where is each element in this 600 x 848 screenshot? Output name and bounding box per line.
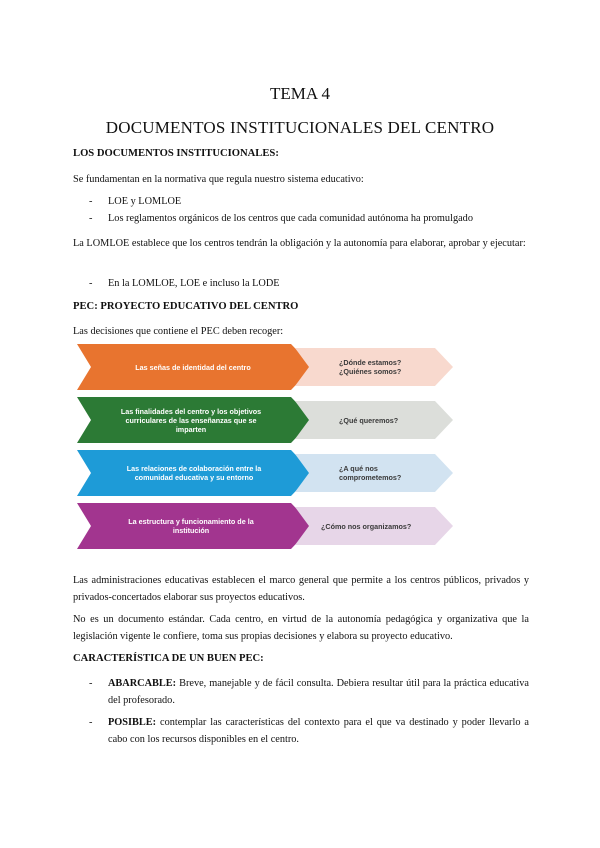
section2-intro: Las decisiones que contiene el PEC deben recoger: (73, 326, 284, 337)
pec-diagram (77, 342, 457, 554)
list-item: - Los reglamentos orgánicos de los centros que cada comunidad autónoma ha promulgado (89, 211, 529, 228)
diagram-row3-right-label: ¿A qué nos comprometemos? (339, 464, 402, 482)
list-item: - ABARCABLE: Breve, manejable y de fácil consulta. Debiera resultar útil para la práctica educativa del profesorado. (89, 676, 529, 709)
section2-heading: PEC: PROYECTO EDUCATIVO DEL CENTRO (73, 301, 299, 312)
list-item: - LOE y LOMLOE (89, 194, 529, 211)
characteristic-text: Breve, manejable y de fácil consulta. Debiera resultar útil para la práctica educativa del profesorado. (108, 678, 529, 706)
characteristic-text: contemplar las características del contexto para el que va destinado y poder llevarlo a cabo con los recursos disponibles en el centro. (108, 717, 529, 745)
characteristic-term: POSIBLE: (108, 717, 157, 728)
section1-intro: Se fundamentan en la normativa que regula nuestro sistema educativo: (73, 174, 364, 185)
section2-paragraph1: Las administraciones educativas establecen el marco general que permite a los centros públicos, privados y privados-concertados elaborar sus proyectos educativos. (73, 575, 529, 603)
list-item-text: En la LOMLOE, LOE e incluso la LODE (108, 278, 280, 289)
diagram-row3-left-label: Las relaciones de colaboración entre la comunidad educativa y su entorno (126, 464, 262, 482)
list-item-text (108, 715, 529, 748)
diagram-row4-left-label: La estructura y funcionamiento de la institución (128, 517, 254, 535)
characteristic-term: ABARCABLE: (108, 678, 177, 689)
list-item-text (108, 676, 529, 709)
diagram-row1-right-label: ¿Dónde estamos? ¿Quiénes somos? (339, 358, 402, 376)
diagram-row4-right-label: ¿Cómo nos organizamos? (321, 521, 412, 531)
section2-paragraph2: No es un documento estándar. Cada centro, en virtud de la autonomía pedagógica y organizativa que la legislación vigente le confiere, toma sus propias decisiones y elabora su proyecto educativo. (73, 614, 529, 642)
list-item-text: Los reglamentos orgánicos de los centros que cada comunidad autónoma ha promulgado (108, 213, 473, 224)
diagram-row1-left-label: Las señas de identidad del centro (135, 362, 251, 372)
list-item-text: LOE y LOMLOE (108, 196, 182, 207)
diagram-row2-left-label: Las finalidades del centro y los objetivos curriculares de las enseñanzas que se imparten (120, 406, 262, 434)
section1-paragraph: La LOMLOE establece que los centros tendrán la obligación y la autonomía para elaborar, aprobar y ejecutar: (73, 238, 526, 249)
doc-title: TEMA 4 (270, 84, 330, 103)
section3-heading: CARACTERÍSTICA DE UN BUEN PEC: (73, 653, 264, 664)
doc-subtitle: DOCUMENTOS INSTITUCIONALES DEL CENTRO (105, 118, 495, 137)
section1-heading: LOS DOCUMENTOS INSTITUCIONALES: (73, 148, 279, 159)
diagram-row2-right-label: ¿Qué queremos? (339, 415, 399, 425)
list-item: - POSIBLE: contemplar las características del contexto para el que va destinado y poder llevarlo a cabo con los recursos disponibles en el centro. (89, 715, 529, 748)
list-item: - En la LOMLOE, LOE e incluso la LODE (89, 276, 529, 293)
